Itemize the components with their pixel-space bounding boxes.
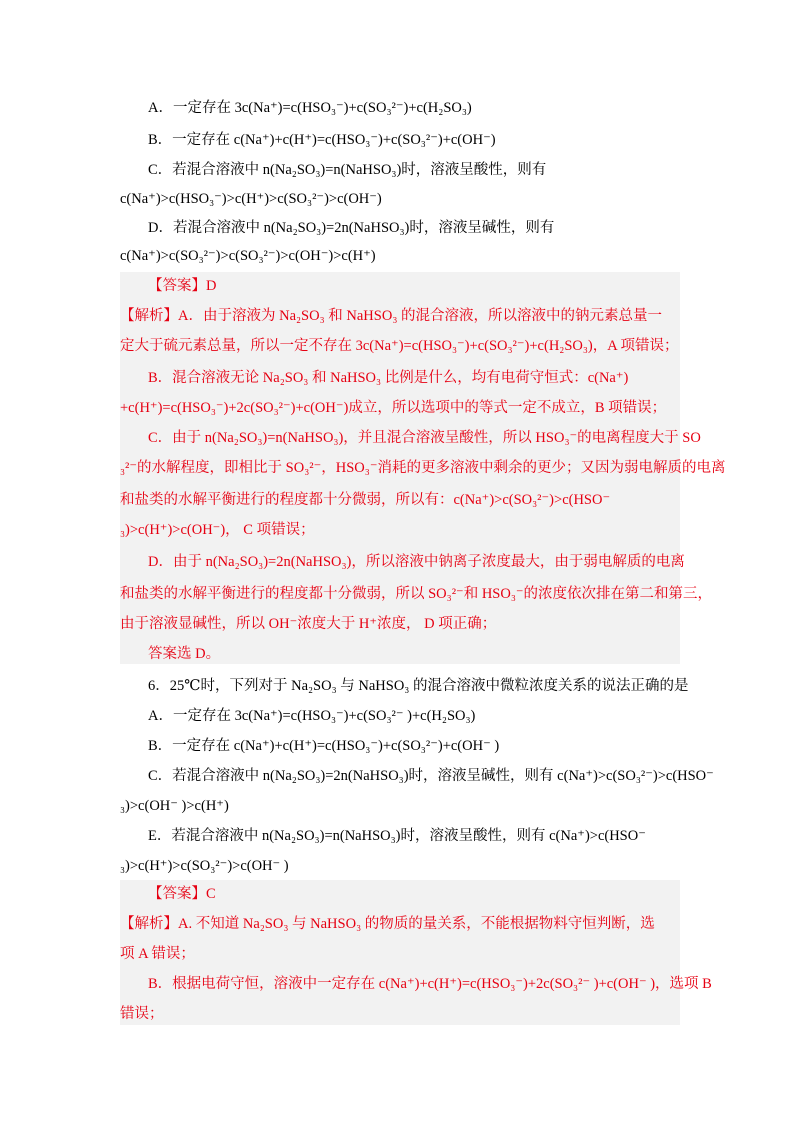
q5-analysis-4: +c(H⁺)=c(HSO₃⁻)+2c(SO₃²⁻)+c(OH⁻)成立，所以选项中的等式一定不成立，B 项错误； [120, 400, 667, 416]
q6-option-c: C．若混合溶液中 n(Na₂SO₃)=2n(NaHSO₃)时，溶液呈碱性，则有 c(Na⁺)>c(SO₃²⁻)>c(HSO⁻ [148, 768, 714, 784]
q5-answer: 【答案】D [148, 278, 217, 294]
q5-analysis-2: 定大于硫元素总量，所以一定不存在 3c(Na⁺)=c(HSO₃⁻)+c(SO₃²⁻)+c(H₂SO₃)，A 项错误； [120, 338, 679, 354]
q5-analysis-1: 【解析】A．由于溶液为 Na₂SO₃ 和 NaHSO₃ 的混合溶液，所以溶液中的钠元素总量一 [120, 308, 662, 324]
q6-stem: 6．25℃时，下列对于 Na₂SO₃ 与 NaHSO₃ 的混合溶液中微粒浓度关系的说法正确的是 [148, 678, 689, 694]
q6-answer: 【答案】C [148, 886, 216, 902]
q6-analysis-4: 错误； [120, 1006, 164, 1022]
q5-option-b: B．一定存在 c(Na⁺)+c(H⁺)=c(HSO₃⁻)+c(SO₃²⁻)+c(OH⁻) [148, 132, 496, 148]
q5-analysis-7: 和盐类的水解平衡进行的程度都十分微弱，所以有：c(Na⁺)>c(SO₃²⁻)>c(HSO⁻ [120, 492, 611, 508]
q6-option-e: E．若混合溶液中 n(Na₂SO₃)=n(NaHSO₃)时，溶液呈酸性，则有 c(Na⁺)>c(HSO⁻ [148, 828, 646, 844]
q5-option-c-cont: c(Na⁺)>c(HSO₃⁻)>c(H⁺)>c(SO₃²⁻)>c(OH⁻) [120, 191, 382, 207]
q5-option-a: A．一定存在 3c(Na⁺)=c(HSO₃⁻)+c(SO₃²⁻)+c(H₂SO₃) [148, 100, 472, 116]
q6-option-b: B．一定存在 c(Na⁺)+c(H⁺)=c(HSO₃⁻)+c(SO₃²⁻)+c(OH⁻ ) [148, 738, 500, 754]
q5-option-d: D．若混合溶液中 n(Na₂SO₃)=2n(NaHSO₃)时，溶液呈碱性，则有 [148, 220, 555, 236]
q6-analysis-2: 项 A 错误； [120, 946, 195, 962]
q6-analysis-3: B．根据电荷守恒，溶液中一定存在 c(Na⁺)+c(H⁺)=c(HSO₃⁻)+2c(SO₃²⁻ )+c(OH⁻ )，选项 B [148, 976, 712, 992]
q5-analysis-8: ₃)>c(H⁺)>c(OH⁻)， C 项错误； [120, 522, 315, 538]
q5-conclusion: 答案选 D。 [148, 646, 221, 662]
q5-analysis-3: B．混合溶液无论 Na₂SO₃ 和 NaHSO₃ 比例是什么，均有电荷守恒式：c(Na⁺) [148, 370, 629, 386]
q5-option-d-cont: c(Na⁺)>c(SO₃²⁻)>c(SO₃²⁻)>c(OH⁻)>c(H⁺) [120, 248, 376, 264]
q5-analysis-6: ₃²⁻的水解程度，即相比于 SO₃²⁻，HSO₃⁻消耗的更多溶液中剩余的更少；又因为弱电解质的电离 [120, 460, 726, 476]
q5-analysis-9: D．由于 n(Na₂SO₃)=2n(NaHSO₃)，所以溶液中钠离子浓度最大，由于弱电解质的电离 [148, 554, 685, 570]
q6-option-e-cont: ₃)>c(H⁺)>c(SO₃²⁻)>c(OH⁻ ) [120, 858, 289, 874]
q5-option-c: C．若混合溶液中 n(Na₂SO₃)=n(NaHSO₃)时，溶液呈酸性，则有 [148, 162, 547, 178]
q6-option-a: A．一定存在 3c(Na⁺)=c(HSO₃⁻)+c(SO₃²⁻ )+c(H₂SO₃) [148, 708, 476, 724]
q5-analysis-5: C．由于 n(Na₂SO₃)=n(NaHSO₃)，并且混合溶液呈酸性，所以 HSO₃⁻的电离程度大于 SO [148, 430, 701, 446]
q5-analysis-11: 由于溶液显碱性，所以 OH⁻浓度大于 H⁺浓度， D 项正确； [120, 616, 497, 632]
q6-option-c-cont: ₃)>c(OH⁻ )>c(H⁺) [120, 798, 229, 814]
q6-analysis-1: 【解析】A. 不知道 Na₂SO₃ 与 NaHSO₃ 的物质的量关系，不能根据物料守恒判断，选 [120, 916, 655, 932]
q5-analysis-10: 和盐类的水解平衡进行的程度都十分微弱，所以 SO₃²⁻和 HSO₃⁻的浓度依次排在第二和第三， [120, 586, 713, 602]
